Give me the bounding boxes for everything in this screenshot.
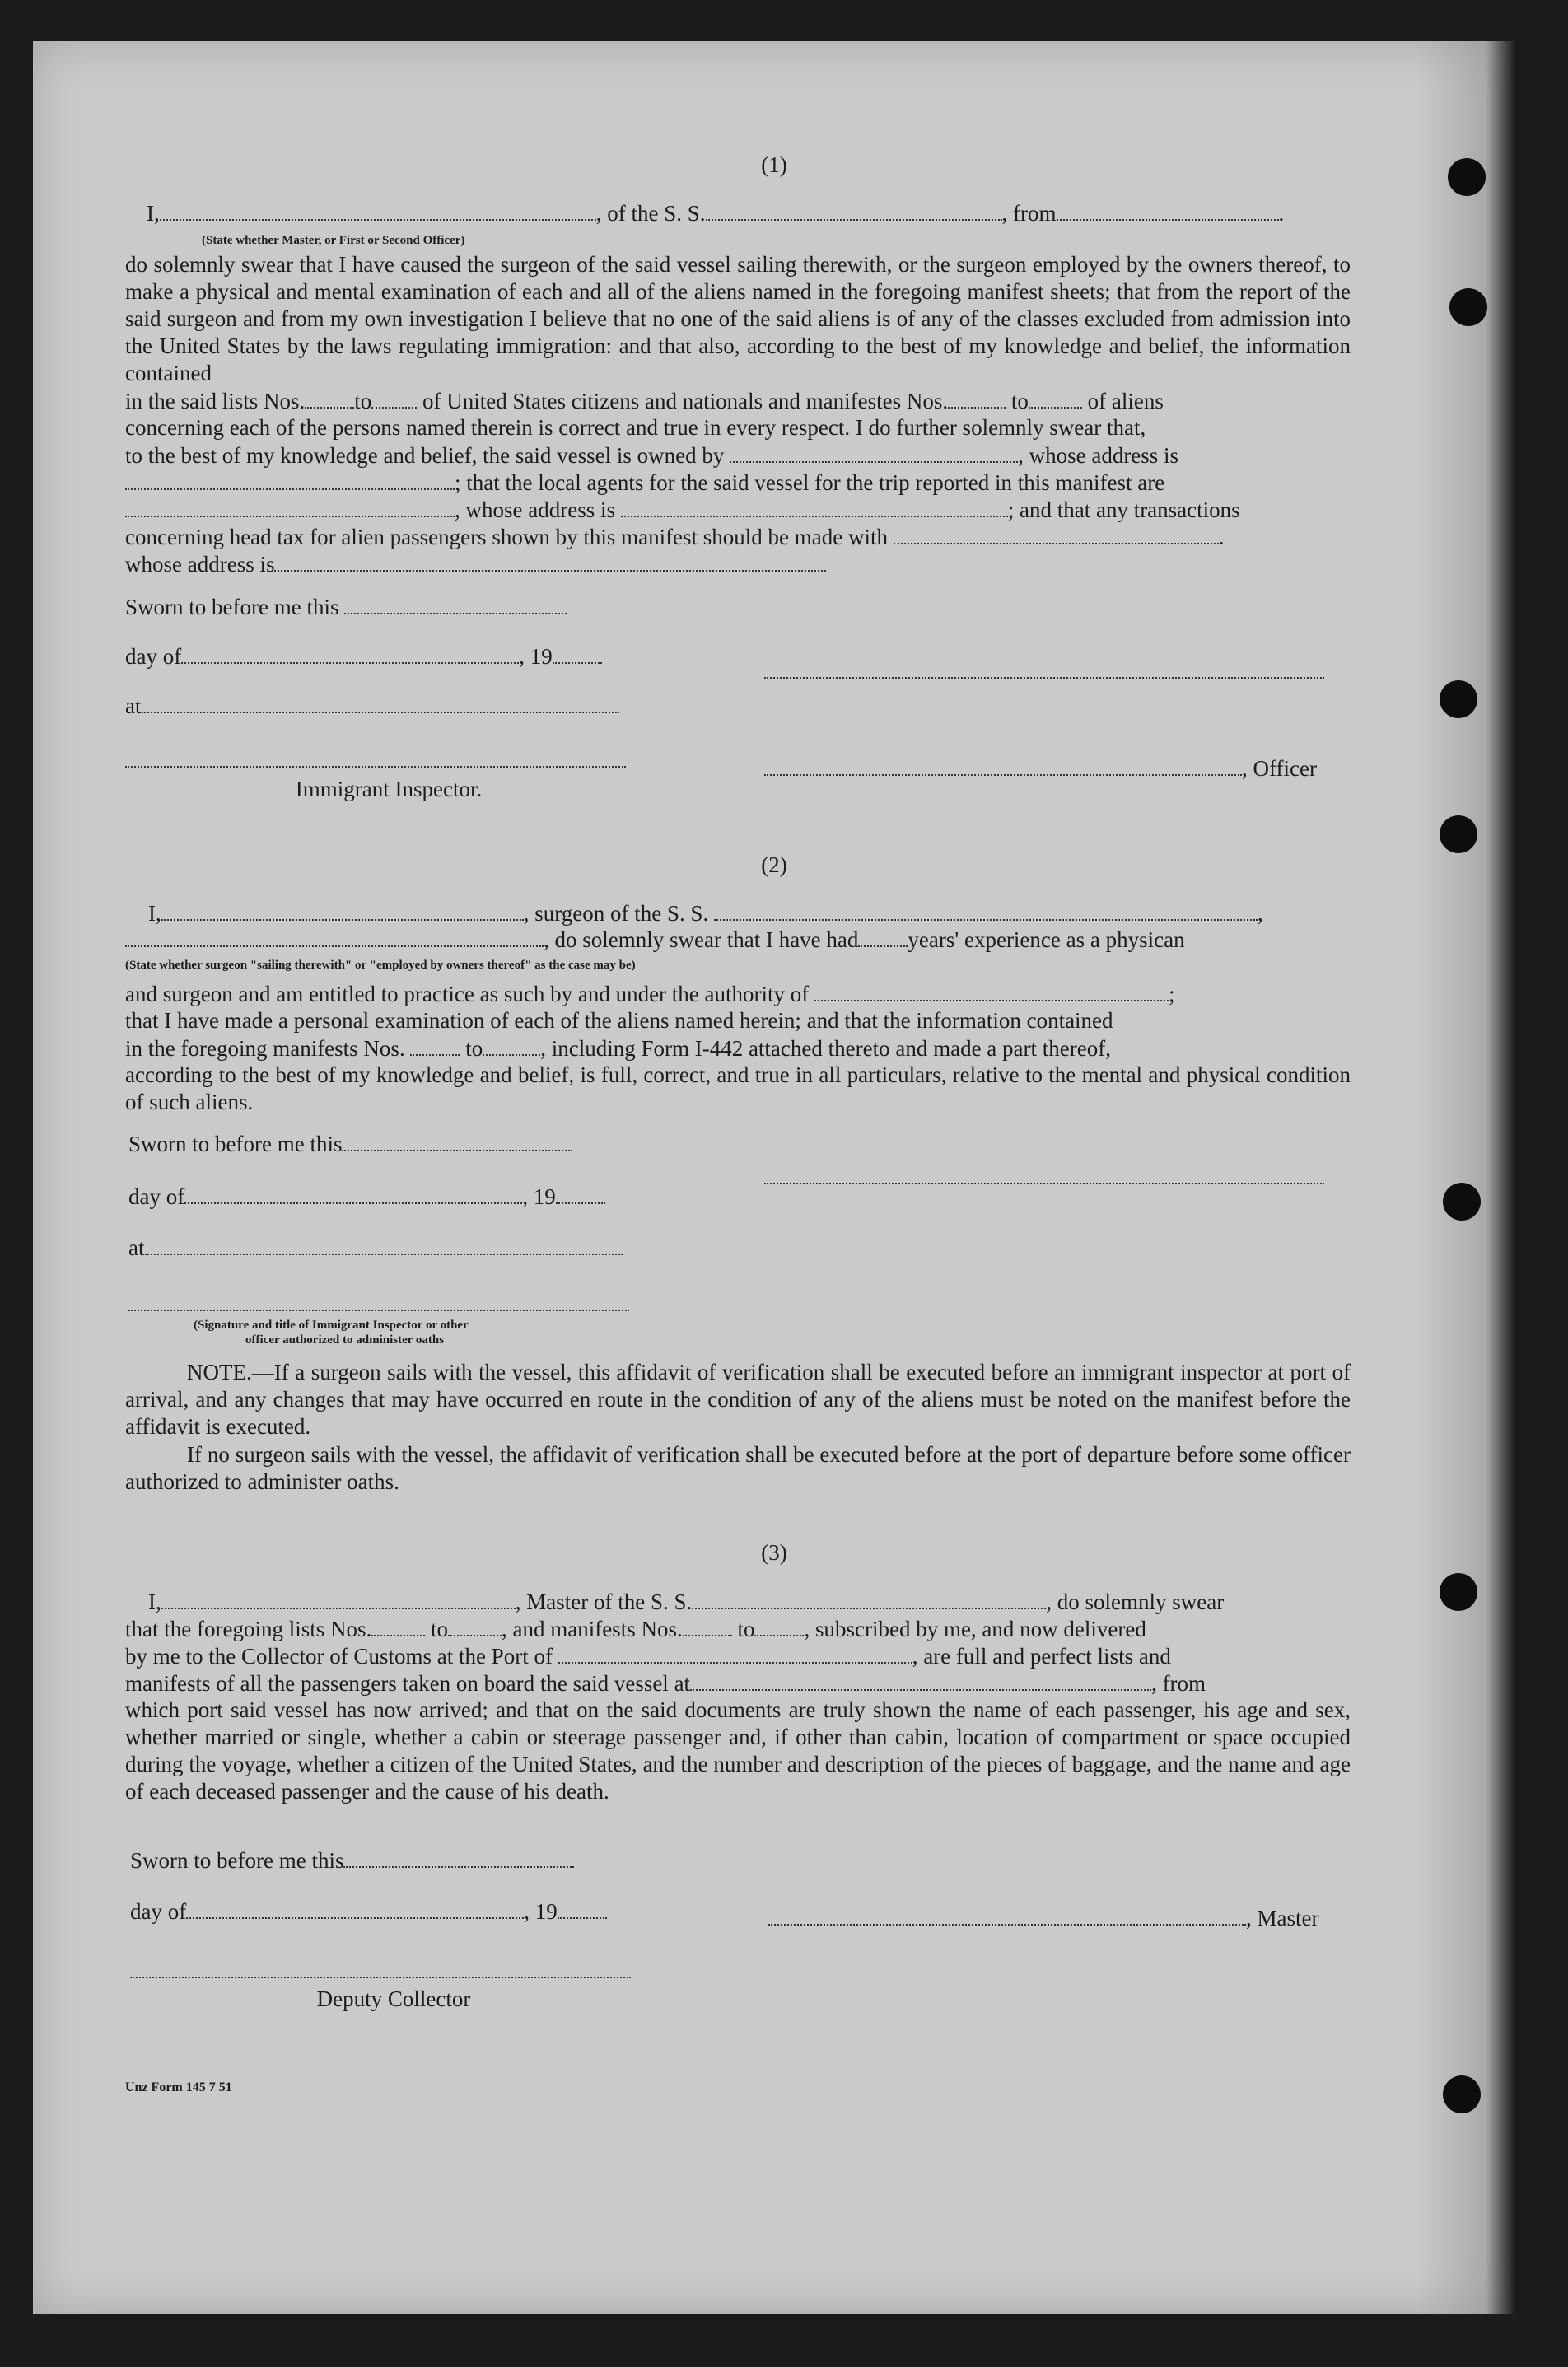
punch-hole xyxy=(1440,680,1477,718)
punch-hole xyxy=(1440,815,1477,853)
s3-line3: by me to the Collector of Customs at the Port of , are full and perfect lists and xyxy=(125,1644,1171,1669)
s1-body-d: to the best of my knowledge and belief, the said vessel is owned by , whose address is xyxy=(125,443,1179,468)
s2-sig-note-1: (Signature and title of Immigrant Inspector or other xyxy=(194,1319,469,1332)
section-3-number: (3) xyxy=(761,1540,787,1565)
punch-hole xyxy=(1443,1183,1481,1221)
section-1-number: (1) xyxy=(761,152,787,177)
s2-line1: I, , surgeon of the S. S. , xyxy=(148,901,1263,926)
s3-line1: I, , Master of the S. S. , do solemnly swear xyxy=(148,1590,1225,1614)
s2-body-a: and surgeon and am entitled to practice as such by and under the authority of ; xyxy=(125,982,1175,1006)
s1-body-g: concerning head tax for alien passengers shown by this manifest should be made with . xyxy=(125,525,1225,549)
s2-at: at xyxy=(128,1234,623,1261)
s2-body-b: that I have made a personal examination of each of the aliens named herein; and that the information contained xyxy=(125,1008,1113,1033)
s1-line1: I, , of the S. S. , from . xyxy=(147,201,1285,226)
s2-sig-note-2: officer authorized to administer oaths xyxy=(245,1333,445,1347)
s3-master-line: , Master xyxy=(768,1904,1318,1931)
s1-sworn: Sworn to before me this xyxy=(125,593,567,620)
punch-hole xyxy=(1440,1573,1477,1611)
s2-inspector-line xyxy=(128,1310,629,1311)
s2-signature-line xyxy=(764,1183,1324,1184)
punch-hole xyxy=(1443,2075,1481,2113)
s1-officer-note: (State whether Master, or First or Second Officer) xyxy=(202,234,465,247)
note-paragraph-2: If no surgeon sails with the vessel, the affidavit of verification shall be executed before at the port of departure before some officer authorized to administer oaths. xyxy=(125,1442,1351,1494)
s2-body-c: in the foregoing manifests Nos. to , including Form I-442 attached thereto and made a part thereof, xyxy=(125,1036,1111,1061)
s2-day-of: day of , 19 xyxy=(128,1183,605,1210)
s1-body-b: in the said lists Nos. to of United States citizens and nationals and manifestes Nos. to of aliens xyxy=(125,389,1164,413)
s1-day-of: day of , 19 xyxy=(125,642,602,670)
s3-line2: that the foregoing lists Nos. to , and manifests Nos. to , subscribed by me, and now delivered xyxy=(125,1617,1146,1641)
s1-signature-line xyxy=(764,677,1324,679)
s1-body-h: whose address is xyxy=(125,550,826,577)
s1-body-a: do solemnly swear that I have caused the surgeon of the said vessel sailing therewith, or the surgeon employed by the owners thereof, to make a physical and mental examination of each and all of the aliens named in the foregoing manifest sheets; that from the report of the said surgeon and from my own investigation I believe that no one of the said aliens is of any of the classes excluded from admission into the United States by the laws regulating immigration: and that also, according to the best of my knowledge and belief, the information contained xyxy=(125,252,1351,385)
s3-day-of: day of , 19 xyxy=(130,1898,607,1925)
s1-immigrant-inspector: Immigrant Inspector. xyxy=(295,777,483,801)
s3-sworn: Sworn to before me this xyxy=(130,1846,574,1874)
note-paragraph-1: NOTE.—If a surgeon sails with the vessel, this affidavit of verification shall be executed before an immigrant inspector at port of arrival, and any changes that may have occurred en route in the condition of any of the aliens must be noted on the manifest before the affidavit is executed. xyxy=(125,1360,1351,1439)
s1-at: at xyxy=(125,692,619,719)
s2-body-d: according to the best of my knowledge and belief, is full, correct, and true in all particulars, relative to the mental and physical condition of such aliens. xyxy=(125,1062,1351,1114)
s1-officer-line: , Officer xyxy=(764,754,1317,782)
punch-hole xyxy=(1449,288,1487,326)
form-id: Unz Form 145 7 51 xyxy=(125,2080,232,2094)
page-edge-shadow xyxy=(1416,41,1515,2314)
s2-surgeon-note: (State whether surgeon "sailing therewith" or "employed by owners thereof" as the case may be) xyxy=(125,959,636,972)
s3-deputy-line xyxy=(130,1977,631,1978)
section-2-number: (2) xyxy=(761,852,787,877)
s1-body-e: ; that the local agents for the said vessel for the trip reported in this manifest are xyxy=(125,469,1164,496)
s1-body-f: , whose address is ; and that any transactions xyxy=(125,496,1240,523)
manifest-page xyxy=(33,41,1515,2314)
s2-sworn: Sworn to before me this xyxy=(128,1130,572,1157)
s3-line4: manifests of all the passengers taken on board the said vessel at , from xyxy=(125,1671,1206,1696)
s3-deputy-collector: Deputy Collector xyxy=(316,1987,471,2011)
s3-body: which port said vessel has now arrived; and that on the said documents are truly shown the name of each passenger, his age and sex, whether married or single, whether a cabin or steerage passenger and, if other than cabin, location of compartment or space occupied during the voyage, whether a citizen of the United States, and the number and description of the pieces of baggage, and the name and age of each deceased passenger and the cause of his death. xyxy=(125,1697,1351,1804)
s2-line2: , do solemnly swear that I have had years' experience as a physican xyxy=(125,926,1185,953)
s1-body-c: concerning each of the persons named therein is correct and true in every respect. I do further solemnly swear that, xyxy=(125,415,1146,440)
s1-inspector-line xyxy=(125,766,626,768)
